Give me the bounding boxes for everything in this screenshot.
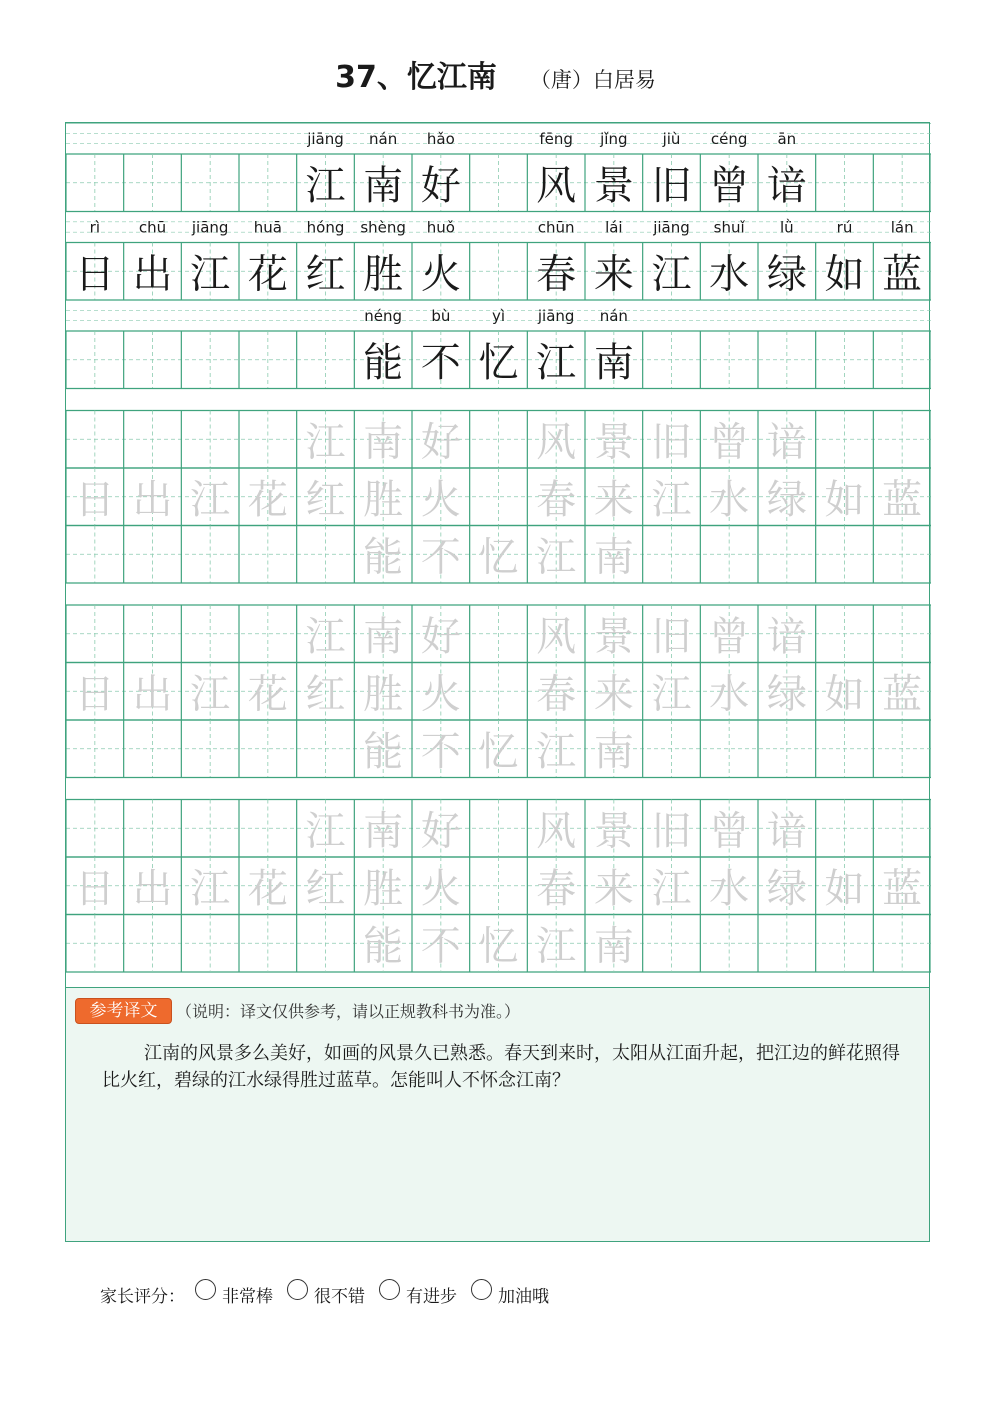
reference-translation: 江南的风景多么美好，如画的风景久已熟悉。春天到来时，太阳从江面升起，把江边的鲜花照得比火红，碧绿的江水绿得胜过蓝草。怎能叫人不怀念江南？ [102,1043,900,1091]
trace-character: 江 [651,865,692,912]
rating-option-keep-going[interactable] [471,1282,549,1307]
trace-character: 江 [305,419,346,466]
grid-canvas [66,123,931,989]
practice-grid [65,122,930,988]
trace-character: 江 [305,613,346,660]
trace-character: 如 [824,476,865,523]
pinyin-syllable: jǐng [600,130,628,148]
poem-character: 蓝 [882,251,923,298]
pinyin-syllable: jiāng [537,307,575,325]
trace-character: 谙 [766,808,807,855]
trace-character: 绿 [766,671,807,718]
trace-character: 忆 [478,728,519,775]
poem-character: 忆 [478,339,519,386]
rating-option-progress[interactable] [379,1282,457,1307]
trace-character: 花 [247,671,288,718]
trace-character: 红 [305,865,346,912]
trace-character: 不 [420,728,461,775]
trace-character: 忆 [478,534,519,581]
poem-character: 江 [305,162,346,209]
poem-character: 不 [420,339,461,386]
rating-option-good[interactable] [287,1282,365,1307]
pinyin-syllable: huǒ [426,218,455,237]
trace-character: 南 [363,613,404,660]
rating-label: 家长评分： [100,1287,185,1307]
poem-character: 红 [305,251,346,298]
trace-character: 水 [709,671,750,718]
poem-character: 谙 [766,162,807,209]
trace-character: 花 [247,476,288,523]
radio-circle-icon[interactable] [471,1279,492,1300]
poem-character: 能 [363,339,404,386]
trace-character: 胜 [363,476,404,523]
pinyin-syllable: huā [253,218,282,237]
trace-character: 火 [420,865,461,912]
poem-author: （唐）白居易 [529,68,656,92]
rating-option-label: 很不错 [314,1287,365,1307]
trace-character: 火 [420,476,461,523]
trace-character: 南 [593,728,634,775]
trace-character: 来 [593,476,634,523]
trace-character: 火 [420,671,461,718]
trace-character: 江 [651,671,692,718]
pinyin-syllable: jiù [662,130,681,148]
poem-character: 旧 [651,162,692,209]
pinyin-syllable: ān [777,130,797,148]
trace-character: 出 [132,476,173,523]
radio-circle-icon[interactable] [287,1279,308,1300]
pinyin-syllable: rì [89,218,101,237]
poem-title: 37、忆江南 [335,60,497,95]
trace-character: 好 [420,808,461,855]
poem-character: 春 [536,251,577,298]
trace-character: 好 [420,419,461,466]
trace-character: 南 [593,534,634,581]
trace-character: 旧 [651,419,692,466]
trace-character: 如 [824,671,865,718]
poem-character: 江 [536,339,577,386]
poem-character: 南 [593,339,634,386]
parent-rating [100,1282,563,1307]
trace-character: 蓝 [882,865,923,912]
pinyin-syllable: hǎo [426,130,455,148]
trace-character: 蓝 [882,671,923,718]
poem-character: 好 [420,162,461,209]
trace-character: 南 [593,923,634,970]
page-title [0,52,991,96]
trace-character: 曾 [709,613,750,660]
trace-character: 胜 [363,671,404,718]
trace-character: 旧 [651,808,692,855]
poem-character: 景 [593,162,634,209]
pinyin-syllable: jiāng [653,218,690,237]
poem-character: 火 [420,251,461,298]
trace-character: 江 [190,476,231,523]
trace-character: 不 [420,923,461,970]
trace-character: 景 [593,808,634,855]
pinyin-syllable: lái [605,218,623,237]
trace-character: 好 [420,613,461,660]
trace-character: 红 [305,476,346,523]
pinyin-syllable: lán [890,218,914,237]
poem-character: 风 [536,162,577,209]
trace-character: 如 [824,865,865,912]
trace-character: 江 [190,671,231,718]
trace-character: 风 [536,613,577,660]
poem-character: 花 [247,251,288,298]
pinyin-syllable: jiāng [307,130,344,148]
trace-character: 能 [363,728,404,775]
poem-character: 如 [824,251,865,298]
trace-character: 来 [593,865,634,912]
pinyin-syllable: nán [369,130,398,148]
rating-option-label: 加油哦 [498,1287,549,1307]
trace-character: 旧 [651,613,692,660]
pinyin-syllable: bù [431,307,451,325]
pinyin-syllable: lǜ [779,218,794,237]
trace-character: 胜 [363,865,404,912]
pinyin-syllable: chūn [537,218,575,237]
trace-character: 南 [363,808,404,855]
trace-character: 曾 [709,419,750,466]
trace-character: 景 [593,613,634,660]
trace-character: 江 [305,808,346,855]
rating-option-label: 有进步 [406,1287,457,1307]
poem-character: 江 [651,251,692,298]
pinyin-syllable: hóng [306,218,345,237]
pinyin-syllable: néng [364,307,403,325]
pinyin-syllable: fēng [539,130,573,148]
pinyin-syllable: chū [138,218,167,237]
poem-character: 曾 [709,162,750,209]
pinyin-syllable: nán [599,307,628,325]
radio-circle-icon[interactable] [195,1279,216,1300]
poem-character: 水 [709,251,750,298]
trace-character: 风 [536,808,577,855]
poem-character: 南 [363,162,404,209]
poem-character: 绿 [766,251,807,298]
pinyin-syllable: shèng [360,218,406,237]
rating-option-label: 非常棒 [222,1287,273,1307]
radio-circle-icon[interactable] [379,1279,400,1300]
trace-character: 江 [536,923,577,970]
trace-character: 不 [420,534,461,581]
trace-character: 春 [536,865,577,912]
poem-character: 日 [74,251,115,298]
pinyin-syllable: rú [836,218,853,237]
poem-character: 胜 [363,251,404,298]
pinyin-syllable: jiāng [191,218,229,237]
trace-character: 南 [363,419,404,466]
trace-character: 江 [536,534,577,581]
trace-character: 春 [536,476,577,523]
trace-character: 红 [305,671,346,718]
trace-character: 能 [363,923,404,970]
poem-character: 出 [132,251,173,298]
reference-tag: 参考译文 [75,998,172,1024]
pinyin-syllable: céng [710,130,748,148]
trace-character: 绿 [766,476,807,523]
trace-character: 来 [593,671,634,718]
trace-character: 谙 [766,419,807,466]
rating-option-excellent[interactable] [195,1282,273,1307]
trace-character: 谙 [766,613,807,660]
trace-character: 花 [247,865,288,912]
trace-character: 景 [593,419,634,466]
trace-character: 江 [536,728,577,775]
trace-character: 春 [536,671,577,718]
trace-character: 蓝 [882,476,923,523]
pinyin-syllable: yì [491,307,506,325]
trace-character: 日 [74,865,115,912]
trace-character: 绿 [766,865,807,912]
trace-character: 江 [190,865,231,912]
trace-character: 能 [363,534,404,581]
trace-character: 水 [709,865,750,912]
reference-panel [65,988,930,1242]
reference-note: （说明：译文仅供参考，请以正规教科书为准。） [176,1002,521,1021]
trace-character: 风 [536,419,577,466]
trace-character: 日 [74,671,115,718]
trace-character: 水 [709,476,750,523]
poem-character: 江 [190,251,231,298]
poem-character: 来 [593,251,634,298]
trace-character: 日 [74,476,115,523]
trace-character: 出 [132,671,173,718]
trace-character: 江 [651,476,692,523]
trace-character: 出 [132,865,173,912]
trace-character: 曾 [709,808,750,855]
trace-character: 忆 [478,923,519,970]
pinyin-syllable: shuǐ [713,218,745,237]
